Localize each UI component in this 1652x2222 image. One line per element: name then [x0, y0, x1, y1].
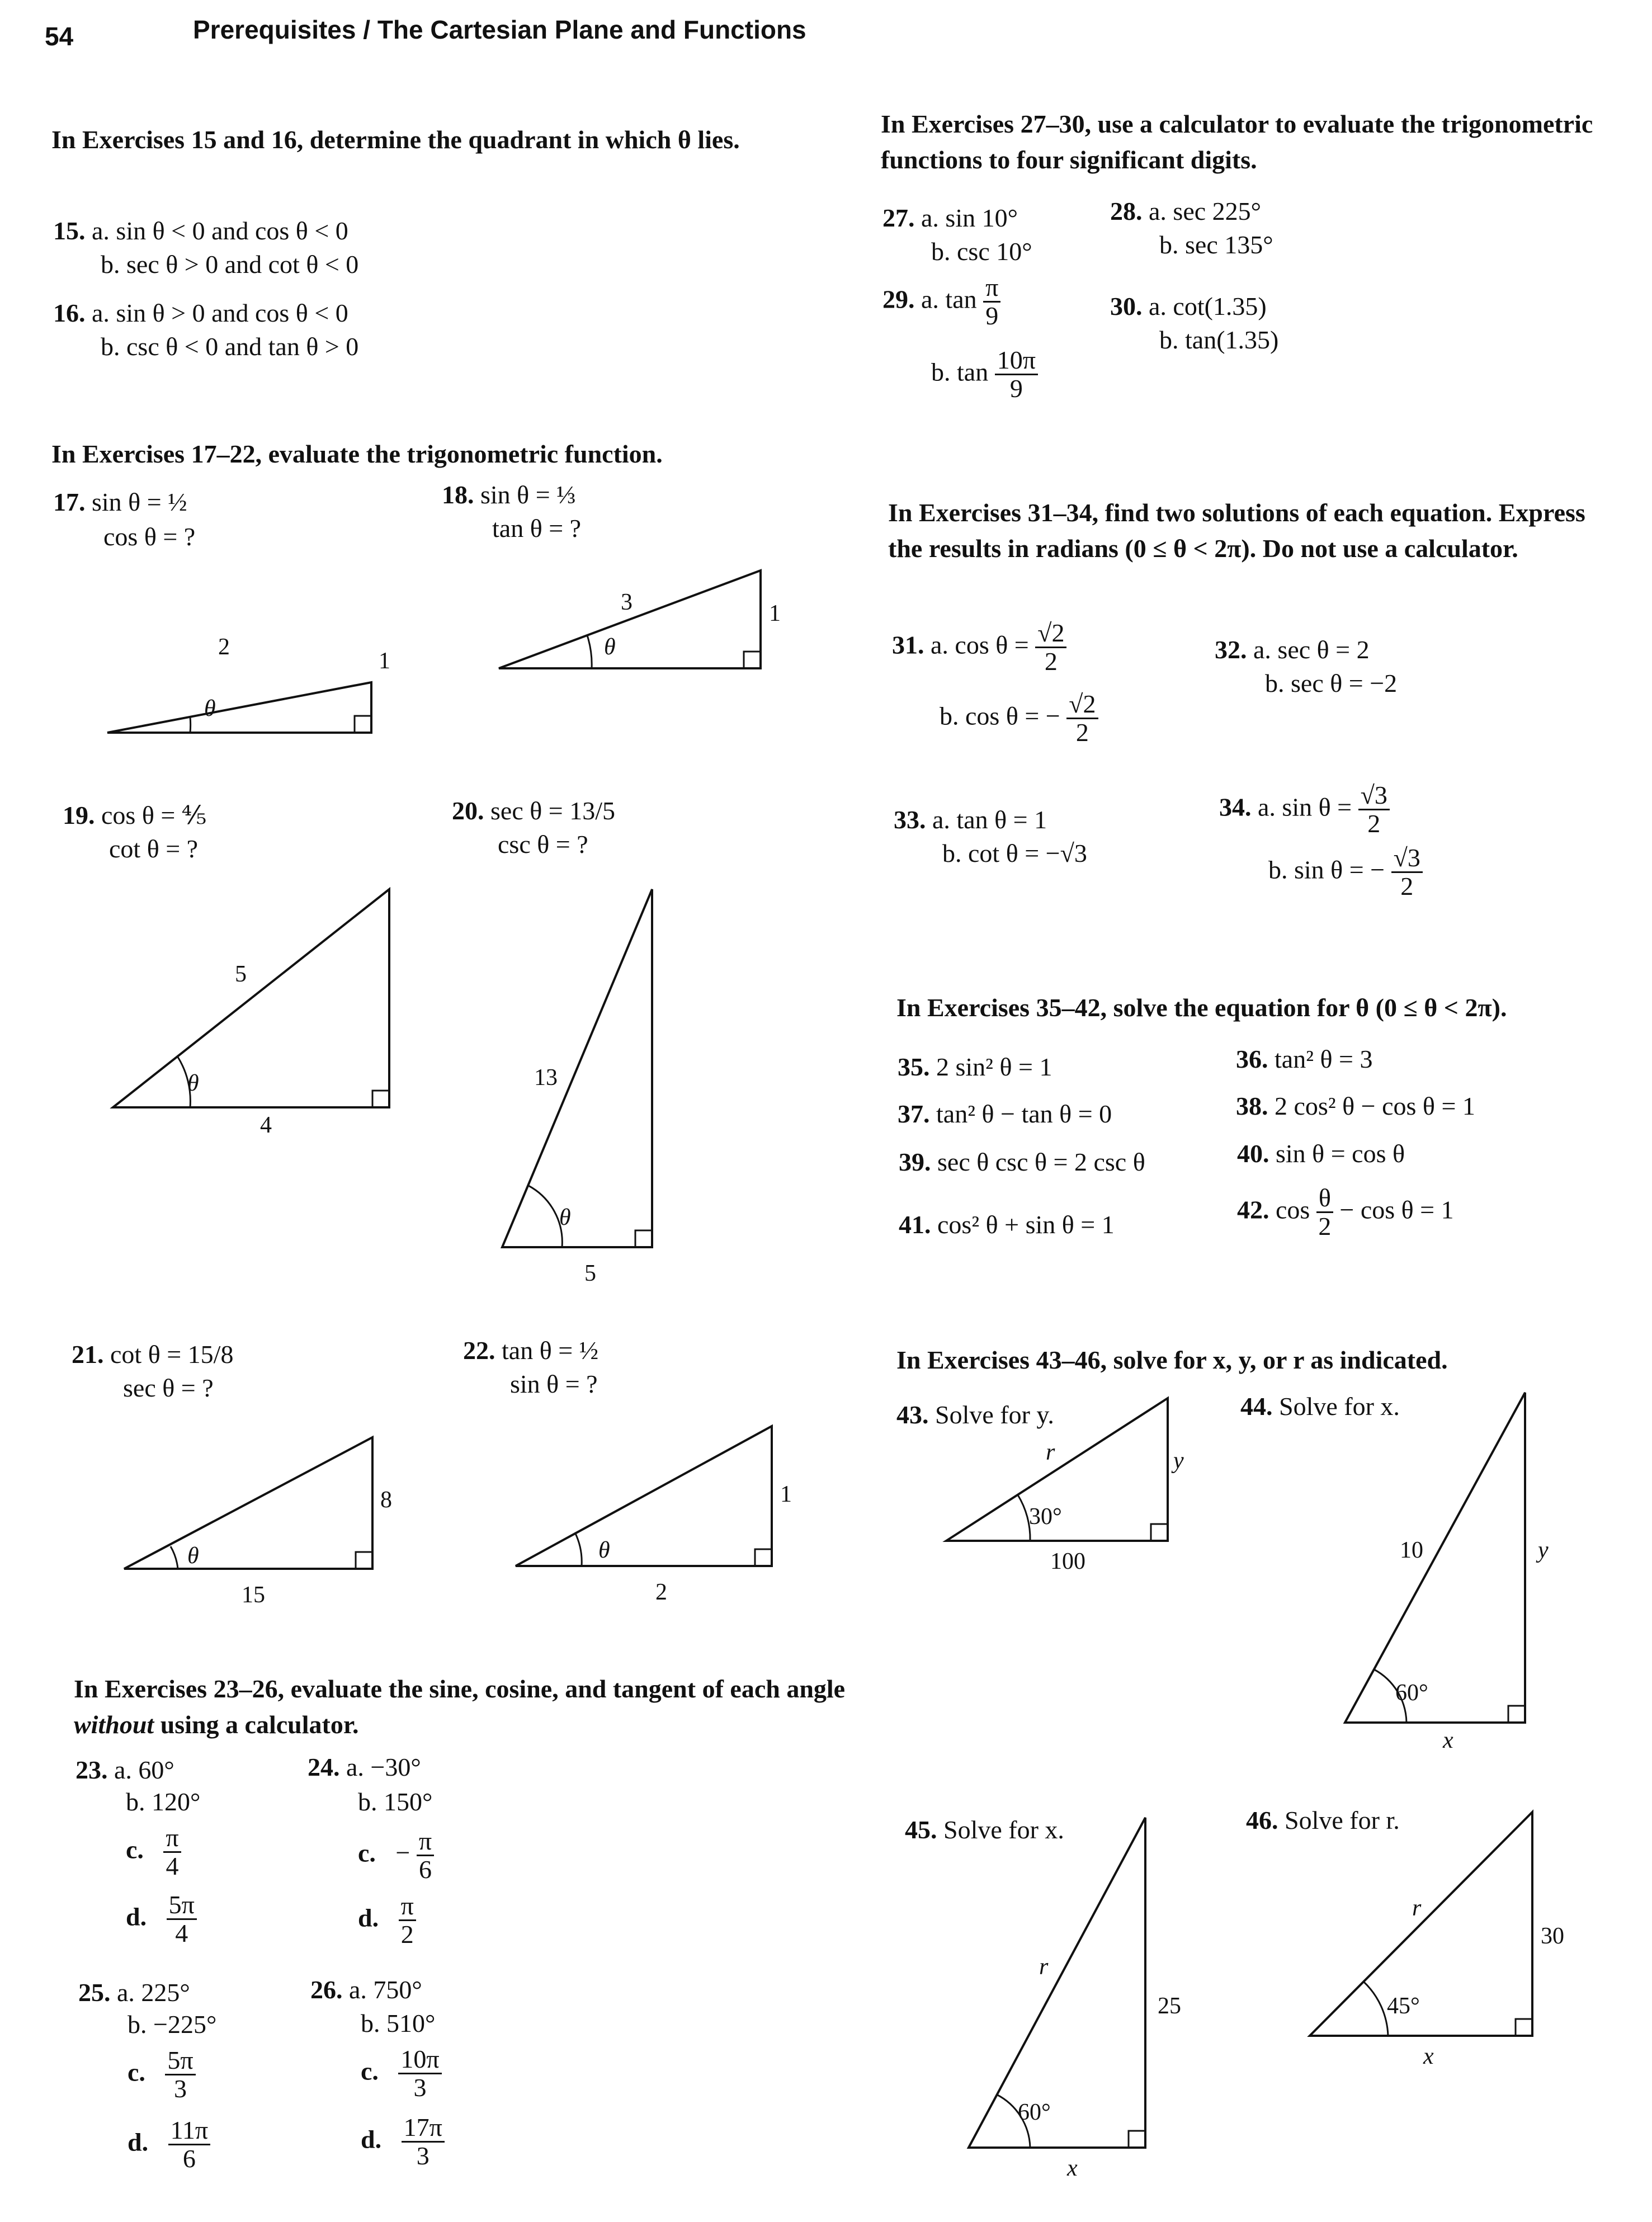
equation: 2 sin² θ = 1: [936, 1053, 1052, 1081]
instructions-23-26: [74, 1671, 846, 1743]
fraction: $\frac{\pi}{4}$: [163, 1824, 181, 1880]
label-hypotenuse: 13: [534, 1065, 558, 1091]
exercise-24-d: [358, 1893, 416, 1949]
fraction: $\frac{√3}{2}$: [1391, 845, 1423, 900]
exercise-34-b: [1268, 845, 1423, 900]
label-opposite: 1: [769, 601, 781, 626]
exercise-24-c: [358, 1828, 434, 1884]
part-label: c.: [126, 1835, 144, 1864]
exercise-part-a: a. sin 10°: [921, 204, 1018, 232]
label-adjacent: 2: [655, 1579, 667, 1605]
label-adjacent: x: [1067, 2155, 1078, 2181]
label-opposite: 25: [1158, 1993, 1181, 2019]
exercise-31: [892, 620, 1066, 676]
triangle-43: [940, 1387, 1197, 1588]
exercise-number: 44.: [1240, 1392, 1273, 1421]
instructions-text-end: using a calculator.: [154, 1710, 359, 1739]
instructions-text: In Exercises 23–26, evaluate the sine, cosine, and tangent of each angle: [74, 1674, 846, 1703]
exercise-number: 46.: [1246, 1806, 1278, 1834]
exercise-17-find: cos θ = ?: [103, 522, 196, 551]
label-adjacent: 5: [584, 1261, 596, 1286]
exercise-number: 37.: [898, 1100, 930, 1128]
label-opposite: 8: [380, 1487, 392, 1513]
fraction: $\frac{5\pi}{4}$: [167, 1891, 197, 1947]
exercise-number: 20.: [452, 796, 484, 825]
exercise-20-find: csc θ = ?: [498, 830, 588, 858]
exercise-34: [1219, 782, 1390, 838]
exercise-33: [894, 803, 1047, 837]
equation-suffix: − cos θ = 1: [1339, 1195, 1454, 1224]
exercise-part-a: a. cot(1.35): [1149, 292, 1267, 320]
fraction: $\frac{\pi}{6}$: [417, 1828, 434, 1884]
fraction: $\frac{√2}{2}$: [1066, 691, 1098, 747]
exercise-16: [53, 296, 348, 330]
exercise-number: 38.: [1236, 1092, 1268, 1120]
part-label: c.: [361, 2056, 379, 2086]
triangle-18: [492, 559, 805, 682]
exercise-26-b: b. 510°: [361, 2009, 436, 2037]
label-hypotenuse: 3: [621, 589, 633, 615]
exercise-part-a: a. 225°: [117, 1978, 190, 2007]
label-opposite: 1: [379, 648, 390, 674]
exercise-35: [898, 1050, 1052, 1084]
exercise-26-c: [361, 2046, 442, 2102]
exercise-part-a: a. 750°: [349, 1975, 422, 2004]
part-a-prefix: a. cos θ =: [931, 630, 1029, 659]
given-line: cos θ = ⅘: [101, 801, 207, 829]
part-label: d.: [358, 1903, 379, 1932]
exercise-number: 26.: [310, 1975, 343, 2004]
exercise-text: Solve for y.: [935, 1400, 1054, 1429]
label-hypotenuse: 2: [218, 634, 230, 660]
exercise-27: [882, 201, 1018, 235]
exercise-number: 24.: [308, 1753, 340, 1781]
equation: tan² θ = 3: [1275, 1045, 1373, 1073]
fraction: $\frac{√3}{2}$: [1358, 782, 1390, 838]
label-opposite: 1: [780, 1482, 792, 1507]
triangle-46: [1303, 1806, 1616, 2086]
exercise-number: 15.: [53, 216, 86, 245]
exercise-text: Solve for r.: [1285, 1806, 1400, 1834]
label-hypotenuse: r: [1412, 1895, 1422, 1921]
given-line: sin θ = ⅓: [480, 480, 576, 509]
fraction: $\frac{17\pi}{3}$: [402, 2114, 445, 2170]
given-line: tan θ = ½: [502, 1336, 599, 1365]
instructions-emphasis: without: [74, 1710, 154, 1739]
instructions-43-46: In Exercises 43–46, solve for x, y, or r as indicated.: [896, 1346, 1448, 1374]
exercise-38: [1236, 1089, 1475, 1123]
fraction: $\frac{10\pi}{3}$: [398, 2046, 441, 2102]
fraction: $\frac{10\pi}{9}$: [995, 347, 1038, 403]
label-hypotenuse: 5: [235, 961, 247, 987]
label-hypotenuse: 10: [1400, 1537, 1423, 1563]
label-hypotenuse: r: [1046, 1440, 1055, 1465]
given-line: sec θ = 13/5: [490, 796, 615, 825]
exercise-32: [1215, 633, 1370, 667]
exercise-number: 43.: [896, 1400, 929, 1429]
exercise-part-a: a. tan θ = 1: [932, 805, 1047, 834]
exercise-part-a: a. sec 225°: [1149, 197, 1262, 225]
exercise-40: [1237, 1137, 1405, 1171]
label-angle: 60°: [1395, 1680, 1428, 1706]
exercise-18-find: tan θ = ?: [492, 514, 582, 542]
exercise-number: 35.: [898, 1053, 930, 1081]
exercise-25: [78, 1976, 190, 2009]
exercise-25-c: [128, 2047, 196, 2103]
triangle-22: [509, 1421, 800, 1611]
equation: sec θ csc θ = 2 csc θ: [937, 1148, 1145, 1176]
exercise-22: [463, 1334, 598, 1367]
label-opposite: 30: [1541, 1923, 1564, 1949]
exercise-25-b: b. −225°: [128, 2010, 217, 2039]
exercise-number: 17.: [53, 488, 86, 516]
exercise-29-b: [931, 347, 1038, 403]
exercise-part-a: a. −30°: [346, 1753, 421, 1781]
equation: 2 cos² θ − cos θ = 1: [1275, 1092, 1475, 1120]
label-hypotenuse: r: [1039, 1954, 1049, 1980]
exercise-20: [452, 794, 615, 828]
exercise-number: 31.: [892, 630, 924, 659]
exercise-19: [63, 799, 206, 832]
exercise-number: 34.: [1219, 792, 1252, 822]
triangle-19: [106, 884, 408, 1141]
running-head: Prerequisites / The Cartesian Plane and Functions: [193, 15, 806, 44]
equation: tan² θ − tan θ = 0: [936, 1100, 1112, 1128]
fraction: $\frac{11\pi}{6}$: [168, 2117, 211, 2173]
exercise-24-b: b. 150°: [358, 1787, 433, 1816]
exercise-number: 28.: [1110, 197, 1143, 225]
exercise-part-a: a. sec θ = 2: [1253, 635, 1370, 664]
exercise-number: 22.: [463, 1336, 495, 1365]
label-angle: θ: [204, 696, 216, 721]
exercise-text: Solve for x.: [1279, 1392, 1400, 1421]
exercise-33-b: b. cot θ = −√3: [942, 839, 1087, 867]
instructions-15-16: In Exercises 15 and 16, determine the quadrant in which θ lies.: [51, 125, 740, 154]
exercise-30-b: b. tan(1.35): [1159, 325, 1279, 354]
exercise-number: 18.: [442, 480, 474, 509]
exercise-number: 39.: [899, 1148, 931, 1176]
exercise-17: [53, 485, 187, 519]
fraction: $\frac{5\pi}{3}$: [165, 2047, 195, 2103]
exercise-29: [882, 274, 1000, 330]
label-adjacent: 4: [260, 1112, 272, 1138]
part-label: c.: [128, 2058, 145, 2087]
exercise-number: 33.: [894, 805, 926, 834]
exercise-24: [308, 1751, 421, 1784]
exercise-number: 16.: [53, 299, 86, 327]
exercise-28: [1110, 195, 1261, 228]
fraction: $\frac{\pi}{9}$: [983, 274, 1000, 330]
triangle-20: [498, 884, 688, 1309]
equation: sin θ = cos θ: [1276, 1139, 1405, 1168]
part-label: d.: [361, 2125, 382, 2154]
fraction: $\frac{\pi}{2}$: [399, 1893, 416, 1949]
instructions-27-30: In Exercises 27–30, use a calculator to evaluate the trigonometric functions to four significant digits.: [881, 110, 1593, 174]
label-angle: θ: [559, 1205, 571, 1230]
label-angle: θ: [604, 634, 616, 660]
exercise-number: 41.: [899, 1210, 931, 1239]
exercise-27-b: b. csc 10°: [931, 237, 1032, 266]
exercise-26: [310, 1973, 422, 2007]
fraction: $\frac{√2}{2}$: [1035, 620, 1066, 676]
exercise-15: [53, 214, 348, 248]
exercise-part-a: a. 60°: [114, 1756, 174, 1784]
label-angle: θ: [187, 1543, 199, 1569]
label-adjacent: 100: [1050, 1549, 1085, 1574]
exercise-21-find: sec θ = ?: [123, 1374, 214, 1402]
label-adjacent: x: [1423, 2044, 1434, 2069]
label-angle: θ: [187, 1070, 199, 1096]
exercise-number: 32.: [1215, 635, 1247, 664]
part-label: d.: [126, 1902, 147, 1931]
label-adjacent: 15: [242, 1582, 265, 1608]
exercise-37: [898, 1097, 1112, 1131]
exercise-15-b: b. sec θ > 0 and cot θ < 0: [101, 250, 359, 279]
exercise-number: 45.: [905, 1815, 937, 1844]
exercise-number: 40.: [1237, 1139, 1269, 1168]
label-adjacent: x: [1443, 1728, 1453, 1753]
minus-sign: −: [395, 1838, 410, 1867]
label-angle: θ: [598, 1537, 610, 1563]
exercise-number: 25.: [78, 1978, 111, 2007]
exercise-41: [899, 1208, 1115, 1242]
exercise-42: [1237, 1185, 1454, 1240]
exercise-32-b: b. sec θ = −2: [1265, 669, 1398, 697]
exercise-number: 27.: [882, 204, 915, 232]
part-a-prefix: a. tan: [921, 285, 977, 314]
exercise-36: [1236, 1042, 1372, 1076]
given-line: sin θ = ½: [92, 488, 187, 516]
part-label: d.: [128, 2127, 149, 2157]
label-angle: 60°: [1018, 2100, 1051, 2125]
exercise-30: [1110, 290, 1267, 323]
exercise-23: [75, 1753, 174, 1787]
part-label: c.: [358, 1838, 376, 1867]
triangle-21: [117, 1432, 419, 1611]
triangle-44: [1339, 1387, 1597, 1756]
label-angle: 45°: [1387, 1993, 1420, 2019]
exercise-number: 19.: [63, 801, 95, 829]
part-b-prefix: b. cos θ = −: [940, 701, 1060, 730]
label-angle: 30°: [1029, 1504, 1062, 1530]
exercise-text: Solve for x.: [943, 1815, 1064, 1844]
exercise-23-c: [126, 1824, 181, 1880]
exercise-21: [72, 1338, 233, 1371]
exercise-number: 21.: [72, 1340, 104, 1369]
exercise-23-d: [126, 1891, 197, 1947]
triangle-17: [101, 570, 391, 749]
exercise-number: 30.: [1110, 292, 1143, 320]
exercise-31-b: [940, 691, 1098, 747]
equation-prefix: cos: [1276, 1195, 1310, 1224]
exercise-22-find: sin θ = ?: [510, 1370, 598, 1398]
instructions-31-34: In Exercises 31–34, find two solutions of each equation. Express the results in radians (0 ≤ θ < 2π). Do not use a calculator.: [888, 498, 1585, 563]
part-a-prefix: a. sin θ =: [1258, 792, 1352, 822]
exercise-number: 23.: [75, 1756, 108, 1784]
triangle-45: [962, 1812, 1219, 2192]
exercise-23-b: b. 120°: [126, 1787, 201, 1816]
part-b-prefix: b. sin θ = −: [1268, 855, 1385, 884]
label-opposite: y: [1173, 1448, 1184, 1474]
fraction: $\frac{\theta}{2}$: [1316, 1185, 1333, 1240]
exercise-number: 42.: [1237, 1195, 1269, 1224]
exercise-39: [899, 1145, 1145, 1179]
part-b-prefix: b. tan: [931, 357, 989, 386]
exercise-number: 29.: [882, 285, 915, 314]
label-opposite: y: [1538, 1537, 1549, 1563]
exercise-26-d: [361, 2114, 445, 2170]
exercise-19-find: cot θ = ?: [109, 834, 199, 863]
exercise-number: 36.: [1236, 1045, 1268, 1073]
exercise-part-a: a. sin θ > 0 and cos θ < 0: [92, 299, 348, 327]
given-line: cot θ = 15/8: [110, 1340, 234, 1369]
exercise-25-d: [128, 2117, 210, 2173]
exercise-16-b: b. csc θ < 0 and tan θ > 0: [101, 332, 359, 361]
instructions-17-22: In Exercises 17–22, evaluate the trigonometric function.: [51, 440, 663, 468]
exercise-18: [442, 478, 576, 512]
equation: cos² θ + sin θ = 1: [937, 1210, 1115, 1239]
page-number: 54: [45, 22, 74, 51]
exercise-part-a: a. sin θ < 0 and cos θ < 0: [92, 216, 348, 245]
exercise-28-b: b. sec 135°: [1159, 230, 1273, 259]
instructions-35-42: In Exercises 35–42, solve the equation for θ (0 ≤ θ < 2π).: [896, 993, 1507, 1022]
